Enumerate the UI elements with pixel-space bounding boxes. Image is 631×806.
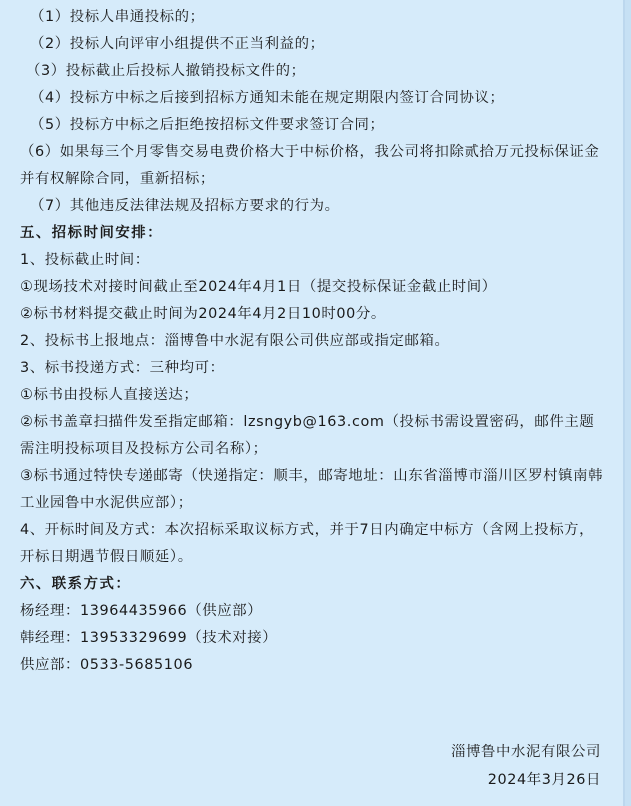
paragraph: ①标书由投标人直接送达； — [20, 387, 199, 403]
paragraph: 4、开标时间及方式：本次招标采取议标方式，并于7日内确定中标方（含网上投标方，开标日期遇节假日顺延）。 — [20, 522, 595, 565]
section-heading: 五、招标时间安排： — [20, 225, 164, 241]
list-item: （4）投标方中标之后接到招标方通知未能在规定期限内签订合同协议； — [30, 90, 505, 106]
paragraph: ③标书通过特快专递邮寄（快递指定：顺丰，邮寄地址：山东省淄博市淄川区罗村镇南韩工业园鲁中水泥供应部）； — [20, 468, 604, 511]
contact-line: 杨经理：13964435966（供应部） — [20, 603, 263, 619]
list-item: （3）投标截止后投标人撤销投标文件的； — [26, 63, 306, 79]
paragraph: ②标书盖章扫描件发至指定邮箱：lzsngyb@163.com（投标书需设置密码，邮件主题需注明投标项目及投标方公司名称）； — [20, 414, 595, 457]
paragraph: 2、投标书上报地点：淄博鲁中水泥有限公司供应部或指定邮箱。 — [20, 333, 450, 349]
signature-date: 2024年3月26日 — [487, 772, 601, 788]
signature-block — [451, 738, 601, 794]
list-item: （2）投标人向评审小组提供不正当利益的； — [30, 36, 325, 52]
contact-line: 韩经理：13953329699（技术对接） — [20, 630, 278, 646]
paragraph: ①现场技术对接时间截止至2024年4月1日（提交投标保证金截止时间） — [20, 279, 497, 295]
paragraph: 3、标书投递方式：三种均可： — [20, 360, 225, 376]
list-item: （6）如果每三个月零售交易电费价格大于中标价格，我公司将扣除贰拾万元投标保证金并有权解除合同，重新招标； — [20, 144, 600, 187]
signature-company: 淄博鲁中水泥有限公司 — [451, 744, 601, 760]
section-heading: 六、联系方式： — [20, 576, 132, 592]
list-item: （1）投标人串通投标的； — [30, 9, 205, 25]
contact-line: 供应部：0533-5685106 — [20, 657, 194, 673]
paragraph: 1、投标截止时间： — [20, 252, 150, 268]
list-item: （5）投标方中标之后拒绝按招标文件要求签订合同； — [30, 117, 385, 133]
paragraph: ②标书材料提交截止时间为2024年4月2日10时00分。 — [20, 306, 386, 322]
list-item: （7）其他违反法律法规及招标方要求的行为。 — [30, 198, 340, 214]
